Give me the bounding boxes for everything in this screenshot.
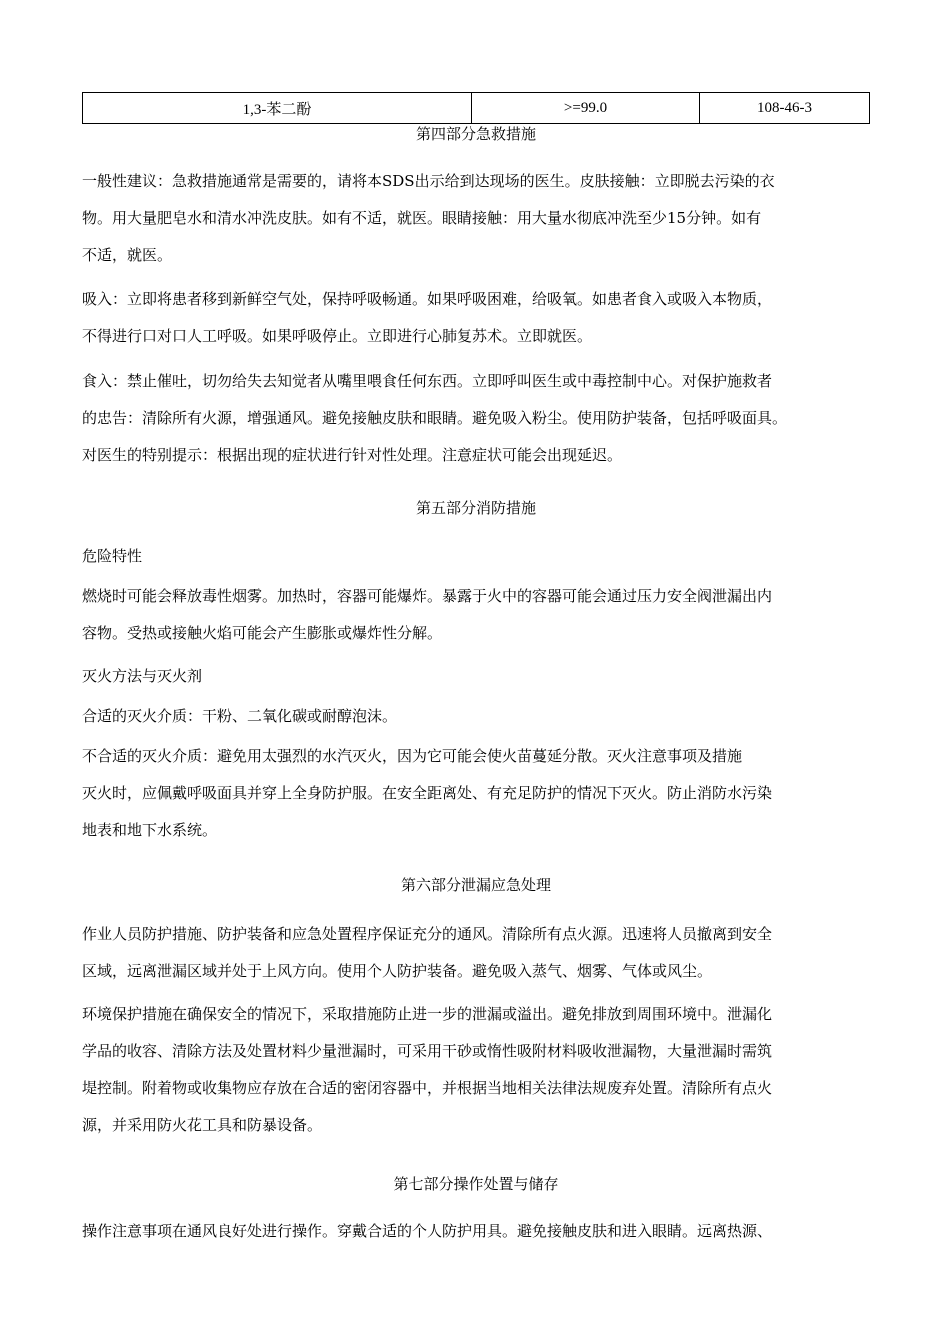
text-line: 对医生的特别提示：根据出现的症状进行针对性处理。注意症状可能会出现延迟。 (82, 446, 623, 464)
text-line: 作业人员防护措施、防护装备和应急处置程序保证充分的通风。清除所有点火源。迅速将人员撤离到安全 (82, 925, 773, 943)
general-advice-paragraph (82, 163, 877, 274)
text-line: 合适的灭火介质：干粉、二氧化碳或耐醇泡沫。 (82, 707, 398, 725)
substance-name-cell: 1,3-苯二酚 (83, 93, 472, 124)
text-line: 学品的收容、清除方法及处置材料少量泄漏时，可采用干砂或惰性吸附材料吸收泄漏物，大量泄漏时需筑 (82, 1042, 773, 1060)
text-line: 吸入：立即将患者移到新鲜空气处，保持呼吸畅通。如果呼吸困难，给吸氧。如患者食入或吸入本物质， (82, 290, 773, 308)
text-line: 不适，就医。 (82, 246, 173, 264)
text-line: 一般性建议：急救措施通常是需要的，请将本SDS出示给到达现场的医生。皮肤接触：立即脱去污染的衣 (82, 172, 775, 190)
inhalation-paragraph (82, 281, 877, 355)
hazard-title (82, 538, 877, 575)
environmental-protection-paragraph (82, 996, 877, 1144)
cas-number-cell: 108-46-3 (700, 93, 870, 124)
text-line: 操作注意事项在通风良好处进行操作。穿戴合适的个人防护用具。避免接触皮肤和进入眼睛。远离热源、 (82, 1222, 773, 1240)
hazard-paragraph (82, 578, 877, 652)
section-7-heading: 第七部分操作处置与储存 (393, 1175, 559, 1193)
handling-paragraph (82, 1213, 877, 1250)
composition-table (82, 92, 870, 124)
text-line: 堤控制。附着物或收集物应存放在合适的密闭容器中，并根据当地相关法律法规废弃处置。清除所有点火 (82, 1079, 773, 1097)
section-6-heading: 第六部分泄漏应急处理 (400, 876, 551, 894)
section-5-heading: 第五部分消防措施 (415, 499, 536, 517)
text-line: 灭火方法与灭火剂 (82, 667, 203, 685)
extinguishing-method-title (82, 658, 877, 695)
text-line: 灭火时，应佩戴呼吸面具并穿上全身防护服。在安全距离处、有充足防护的情况下灭火。防止消防水污染 (82, 784, 773, 802)
ingestion-paragraph (82, 363, 877, 474)
unsuitable-media-paragraph (82, 738, 877, 849)
text-line: 的忠告：清除所有火源，增强通风。避免接触皮肤和眼睛。避免吸入粉尘。使用防护装备，包括呼吸面具。 (82, 409, 788, 427)
text-line: 环境保护措施在确保安全的情况下，采取措施防止进一步的泄漏或溢出。避免排放到周围环境中。泄漏化 (82, 1005, 773, 1023)
text-line: 燃烧时可能会释放毒性烟雾。加热时，容器可能爆炸。暴露于火中的容器可能会通过压力安全阀泄漏出内 (82, 587, 773, 605)
table-row (83, 93, 870, 124)
text-line: 危险特性 (82, 547, 143, 565)
text-line: 物。用大量肥皂水和清水冲洗皮肤。如有不适，就医。眼睛接触：用大量水彻底冲洗至少15分钟。如有 (82, 209, 762, 227)
text-line: 不合适的灭火介质：避免用太强烈的水汽灭火，因为它可能会使火苗蔓延分散。灭火注意事项及措施 (82, 747, 743, 765)
suitable-media-paragraph (82, 698, 877, 735)
text-line: 区域，远离泄漏区域并处于上风方向。使用个人防护装备。避免吸入蒸气、烟雾、气体或风尘。 (82, 962, 713, 980)
text-line: 地表和地下水系统。 (82, 821, 218, 839)
text-line: 食入：禁止催吐，切勿给失去知觉者从嘴里喂食任何东西。立即呼叫医生或中毒控制中心。对保护施救者 (82, 372, 773, 390)
text-line: 不得进行口对口人工呼吸。如果呼吸停止。立即进行心肺复苏术。立即就医。 (82, 327, 593, 345)
text-line: 容物。受热或接触火焰可能会产生膨胀或爆炸性分解。 (82, 624, 443, 642)
text-line: 源，并采用防火花工具和防暴设备。 (82, 1116, 323, 1134)
section-4-heading: 第四部分急救措施 (415, 125, 536, 143)
personnel-protection-paragraph (82, 916, 877, 990)
concentration-cell: >=99.0 (472, 93, 700, 124)
